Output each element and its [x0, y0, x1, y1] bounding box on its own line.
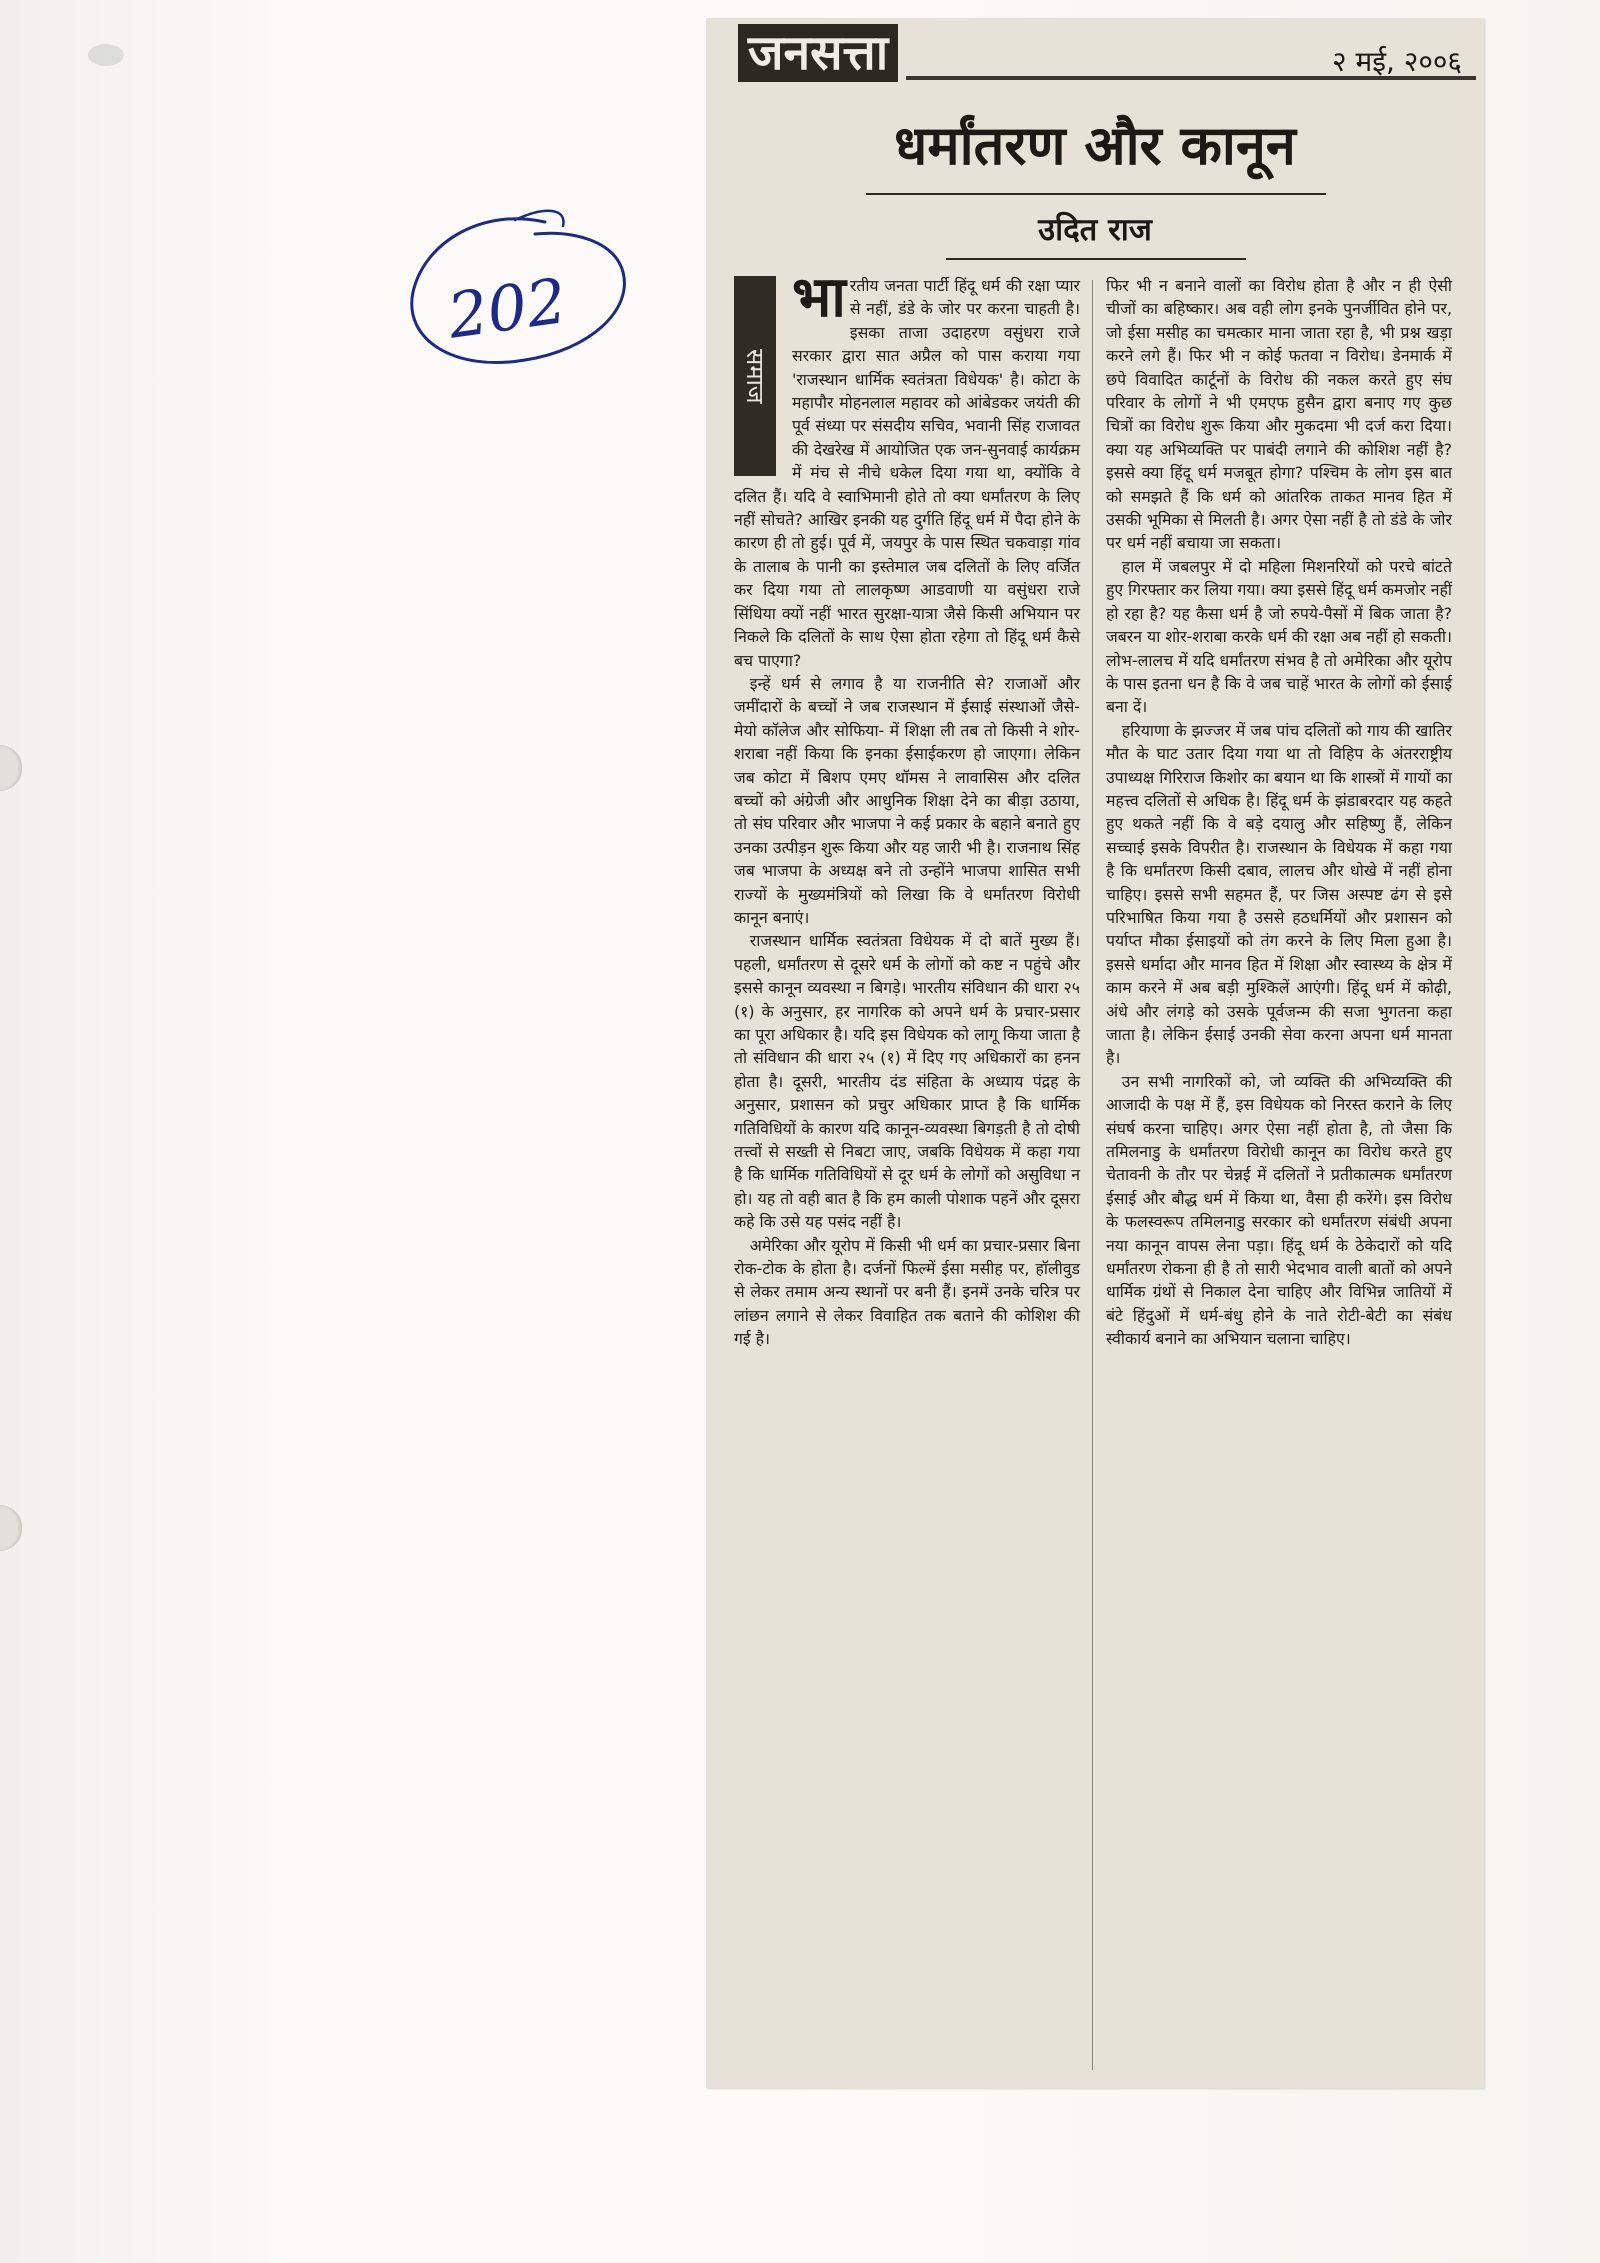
binder-hole — [0, 745, 22, 791]
ink-smudge — [88, 44, 124, 66]
paragraph-text: रतीय जनता पार्टी हिंदू धर्म की रक्षा प्यार से नहीं, डंडे के जोर पर करना चाहती है। इसका ताजा उदाहरण वसुंधरा राजे सरकार द्वारा सात अप्रैल को पास कराया गया 'राजस्थान धार्मिक स्वतंत्रता विधेयक' है। कोटा के महापौर मोहनलाल महावर को आंबेडकर जयंती की पूर्व संध्या पर संसदीय सचिव, भवानी सिंह राजावत की देखरेख में आयोजित एक जन-सुनवाई कार्यक्रम में मंच से नीचे धकेल दिया गया था, क्योंकि वे दलित हैं। यदि वे स्वाभिमानी होते तो क्या धर्मांतरण के लिए नहीं सोचते? आखिर इनकी यह दुर्गति हिंदू धर्म में पैदा होने के कारण ही तो हुई। पूर्व में, जयपुर के पास स्थित चकवाड़ा गांव के तालाब के पानी का इस्तेमाल जब दलितों के लिए वर्जित कर दिया गया तो लालकृष्ण आडवाणी या वसुंधरा राजे सिंधिया क्यों नहीं भारत सुरक्षा-यात्रा जैसे किसी अभियान पर निकले कि दलितों के साथ ऐसा होता रहेगा तो हिंदू धर्म कैसे बच पाएगा? — [734, 276, 1080, 670]
handwritten-number-text: 202 — [443, 263, 571, 353]
newspaper-clipping — [706, 18, 1484, 2088]
article-paragraph: इन्हें धर्म से लगाव है या राजनीति से? राजाओं और जमींदारों के बच्चों ने जब राजस्थान में ईसाई संस्थाओं जैसे- मेयो कॉलेज और सोफिया- में शिक्षा ली तब तो किसी ने शोर-शराबा नहीं किया कि इनका ईसाईकरण हो जाएगा। लेकिन जब कोटा में बिशप एमए थॉमस ने लावासिस और दलित बच्चों को अंग्रेजी और आधुनिक शिक्षा देने का बीड़ा उठाया, तो संघ परिवार और भाजपा ने कई प्रकार के बहाने बनाते हुए उनका उत्पीड़न शुरू किया और यह जारी भी है। राजनाथ सिंह जब भाजपा के अध्यक्ष बने तो उन्होंने भाजपा शासित सभी राज्यों के मुख्यमंत्रियों को लिखा कि वे धर्मांतरण विरोधी कानून बनाएं। — [734, 673, 1080, 927]
article-paragraph: उन सभी नागरिकों को, जो व्यक्ति की अभिव्यक्ति की आजादी के पक्ष में हैं, इस विधेयक को निरस्त कराने के लिए संघर्ष करना चाहिए। अगर ऐसा नहीं होता है, तो जैसा कि तमिलनाडु के धर्मांतरण विरोधी कानून का विरोध करते हुए चेतावनी के तौर पर चेन्नई में दलितों ने प्रतीकात्मक धर्मांतरण ईसाई और बौद्ध धर्म में किया था, वैसा ही करेंगे। इस विरोध के फलस्वरूप तमिलनाडु सरकार को धर्मांतरण संबंधी अपना नया कानून वापस लेना पड़ा। हिंदू धर्म के ठेकेदारों को यदि धर्मांतरण रोकना ही है तो सारी भेदभाव वाली बातों को अपने धार्मिक ग्रंथों से निकाल देना चाहिए और विभिन्न जातियों में बंटे हिंदुओं में धर्म-बंधु होने के नाते रोटी-बेटी का संबंध स्वीकार्य बनाने का अभियान चलाना चाहिए। — [1106, 1071, 1452, 1349]
newspaper-masthead: जनसत्ता — [738, 24, 898, 82]
article-paragraph: हाल में जबलपुर में दो महिला मिशनरियों को परचे बांटते हुए गिरफ्तार कर लिया गया। क्या इससे हिंदू धर्म कमजोर नहीं हो रहा है? यह कैसा धर्म है जो रुपये-पैसों में बिक जाता है? जबरन या शोर-शराबा करके धर्म की रक्षा अब नहीं हो सकती। लोभ-लालच में यदि धर्मांतरण संभव है तो अमेरिका और यूरोप के पास इतना धन है कि वे जब चाहें भारत के लोगों को ईसाई बना दें। — [1106, 556, 1452, 717]
drop-cap: भा — [792, 265, 846, 330]
article-paragraph: राजस्थान धार्मिक स्वतंत्रता विधेयक में दो बातें मुख्य हैं। पहली, धर्मांतरण से दूसरे धर्म के लोगों को कष्ट न पहुंचे और इससे कानून व्यवस्था न बिगड़े। भारतीय संविधान की धारा २५ (१) के अनुसार, हर नागरिक को अपने धर्म के प्रचार-प्रसार का पूरा अधिकार है। यदि इस विधेयक को लागू किया जाता है तो संविधान की धारा २५ (१) में दिए गए अधिकारों का हनन होता है। दूसरी, भारतीय दंड संहिता के अध्याय पंद्रह के अनुसार, प्रशासन को प्रचुर अधिकार प्राप्त है कि धार्मिक गतिविधियों के कारण यदि कानून-व्यवस्था बिगड़ती है तो दोषी तत्त्वों से सख्ती से निबटा जाए, जबकि विधेयक में कहा गया है कि धार्मिक गतिविधियों से दूर धर्म के लोगों को असुविधा न हो। यह तो वही बात है कि हम काली पोशाक पहनें और दूसरा कहे कि उसे यह पसंद नहीं है। — [734, 931, 1080, 1232]
article-column-2 — [1106, 274, 1452, 1351]
handwritten-page-number — [395, 200, 645, 380]
article-paragraph: अमेरिका और यूरोप में किसी भी धर्म का प्रचार-प्रसार बिना रोक-टोक के होता है। दर्जनों फिल्में ईसा मसीह पर, हॉलीवुड से लेकर तमाम अन्य स्थानों पर बनी हैं। इनमें उनके चरित्र पर लांछन लगाने से लेकर विवाहित तक बताने की कोशिश की गई है। — [734, 1235, 1080, 1349]
article-column-1 — [734, 265, 1080, 1351]
article-headline: धर्मांतरण और कानून — [894, 114, 1296, 177]
headline-rule — [866, 193, 1326, 195]
binder-hole — [0, 1505, 22, 1551]
article-paragraph: हरियाणा के झज्जर में जब पांच दलितों को गाय की खातिर मौत के घाट उतार दिया गया था तो विहिप के अंतरराष्ट्रीय उपाध्यक्ष गिरिराज किशोर का बयान था कि शास्त्रों में गायों का महत्त्व दलितों से अधिक है। हिंदू धर्म के झंडाबरदार यह कहते हुए थकते नहीं कि वे बड़े दयालु और सहिष्णु हैं, लेकिन सच्चाई इसके विपरीत है। राजस्थान के विधेयक में कहा गया है कि धर्मांतरण किसी दबाव, लालच और धोखे में नहीं होना चाहिए। इससे सभी सहमत हैं, पर जिस अस्पष्ट ढंग से इसे परिभाषित किया गया है उससे हठधर्मियों और प्रशासन को पर्याप्त मौका ईसाइयों को तंग करने के लिए मिला हुआ है। इससे धर्मादा और मानव हित में शिक्षा और स्वास्थ्य के क्षेत्र में काम करने में अब बड़ी मुश्किलें आएंगी। हिंदू धर्म में कोढ़ी, अंधे और लंगड़े को उसके पूर्वजन्म की सजा भुगतना कहा जाता है। लेकिन ईसाई उनकी सेवा करना अपना धर्म मानता है। — [1106, 720, 1452, 1068]
section-tag-spacer — [734, 274, 792, 474]
section-tag: समाज — [734, 276, 776, 476]
article-paragraph: फिर भी न बनाने वालों का विरोध होता है और न ही ऐसी चीजों का बहिष्कार। अब वही लोग इनके पुनर्जीवित होने पर, जो ईसा मसीह का चमत्कार माना जाता रहा है, भी प्रश्न खड़ा करने लगे हैं। फिर भी न कोई फतवा न विरोध। डेनमार्क में छपे विवादित कार्टूनों के विरोध की नकल करते हुए संघ परिवार के लोगों ने भी एमएफ हुसैन द्वारा बनाए गए कुछ चित्रों का विरोध शुरू किया और मुकदमा भी दर्ज करा दिया। क्या यह अभिव्यक्ति पर पाबंदी लगाने की कोशिश नहीं है? इससे क्या हिंदू धर्म मजबूत होगा? पश्चिम के लोग इस बात को समझते हैं कि धर्म को आंतरिक ताकत मानव हित में उसकी भूमिका से मिलती है। अगर ऐसा नहीं है तो डंडे के जोर पर धर्म नहीं बचाया जा सकता। — [1106, 276, 1452, 553]
article-byline: उदित राज — [1038, 212, 1152, 248]
byline-rule — [946, 258, 1246, 260]
column-divider — [1092, 280, 1093, 2070]
publication-date: २ मई, २००६ — [1332, 45, 1462, 78]
